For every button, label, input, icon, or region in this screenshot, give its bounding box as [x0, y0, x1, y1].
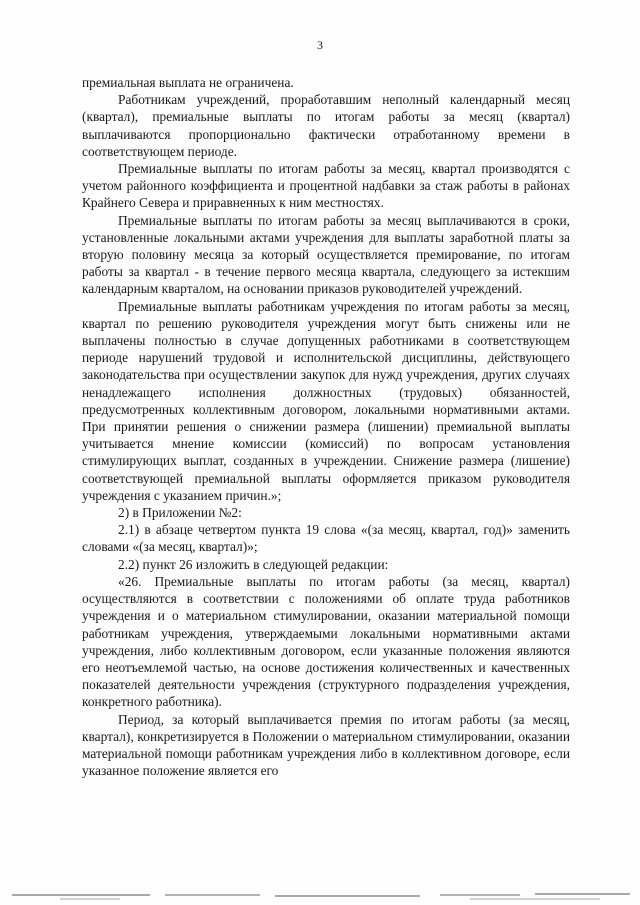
paragraph-reduction-conditions: Премиальные выплаты работникам учреждения по итогам работы за месяц, квартал по решению руководителя учреждения могут быть снижены или не выплачены полностью в случае допущенных работниками в соответствующем периоде нарушений трудовой и исполнительской дисциплины, действующего законодательства при осуществлении закупок для нужд учреждения, других случаях ненадлежащего исполнения должностных (трудовых) обязанностей, предусмотренных коллективным договором, локальными нормативными актами. При принятии решения о снижении размера (лишении) премиальной выплаты учитывается мнение комиссии (комиссий) по вопросам установления стимулирующих выплат, созданных в учреждении. Снижение размера (лишение) соответствующей премиальной выплаты оформляется приказом руководителя учреждения с указанием причин.»; — [82, 298, 570, 503]
paragraph-appendix-2: 2) в Приложении №2: — [118, 505, 242, 521]
paragraph-partial-month: Работникам учреждений, проработавшим неполный календарный месяц (квартал), премиальные выплаты по итогам работы за месяц (квартал) выплачиваются пропорционально фактически отработанному времени в соответствующем периоде. — [82, 92, 570, 159]
paragraph-item-2-1: 2.1) в абзаце четвертом пункта 19 слова «(за месяц, квартал, год)» заменить словами «(за месяц, квартал)»; — [82, 522, 570, 555]
scan-artifact-lines — [0, 889, 640, 903]
paragraph-item-2-2: 2.2) пункт 26 изложить в следующей редакции: — [118, 556, 389, 572]
document-body — [82, 74, 570, 779]
paragraph-bonus-period: Период, за который выплачивается премия по итогам работы (за месяц, квартал), конкретизируется в Положении о материальном стимулировании, оказании материальной помощи работникам учреждения либо в коллективном договоре, если указанное положение является его — [82, 711, 570, 779]
paragraph-payment-terms: Премиальные выплаты по итогам работы за месяц выплачиваются в сроки, установленные локальными актами учреждения для выплаты заработной платы за вторую половину месяца за который осуществляется премирование, по итогам работы за квартал - в течение первого месяца квартала, следующего за истекшим календарным кварталом, на основании приказов руководителей учреждений. — [82, 212, 570, 297]
page-number: 3 — [317, 38, 323, 52]
paragraph-clause-26: «26. Премиальные выплаты по итогам работы (за месяц, квартал) осуществляются в соответствии с положениями об оплате труда работников учреждения и о материальном стимулировании, оказании материальной помощи работникам учреждения, утверждаемыми локальными нормативными актами учреждения, либо коллективным договором, если указанные положения являются его неотъемлемой частью, на основе достижения количественных и качественных показателей деятельности учреждения (структурного подразделения учреждения, конкретного работника). — [82, 573, 570, 710]
paragraph-continuation: премиальная выплата не ограничена. — [82, 75, 294, 90]
paragraph-regional-coefficient: Премиальные выплаты по итогам работы за месяц, квартал производятся с учетом районного коэффициента и процентной надбавки за стаж работы в районах Крайнего Севера и приравненных к ним местностях. — [82, 161, 570, 211]
